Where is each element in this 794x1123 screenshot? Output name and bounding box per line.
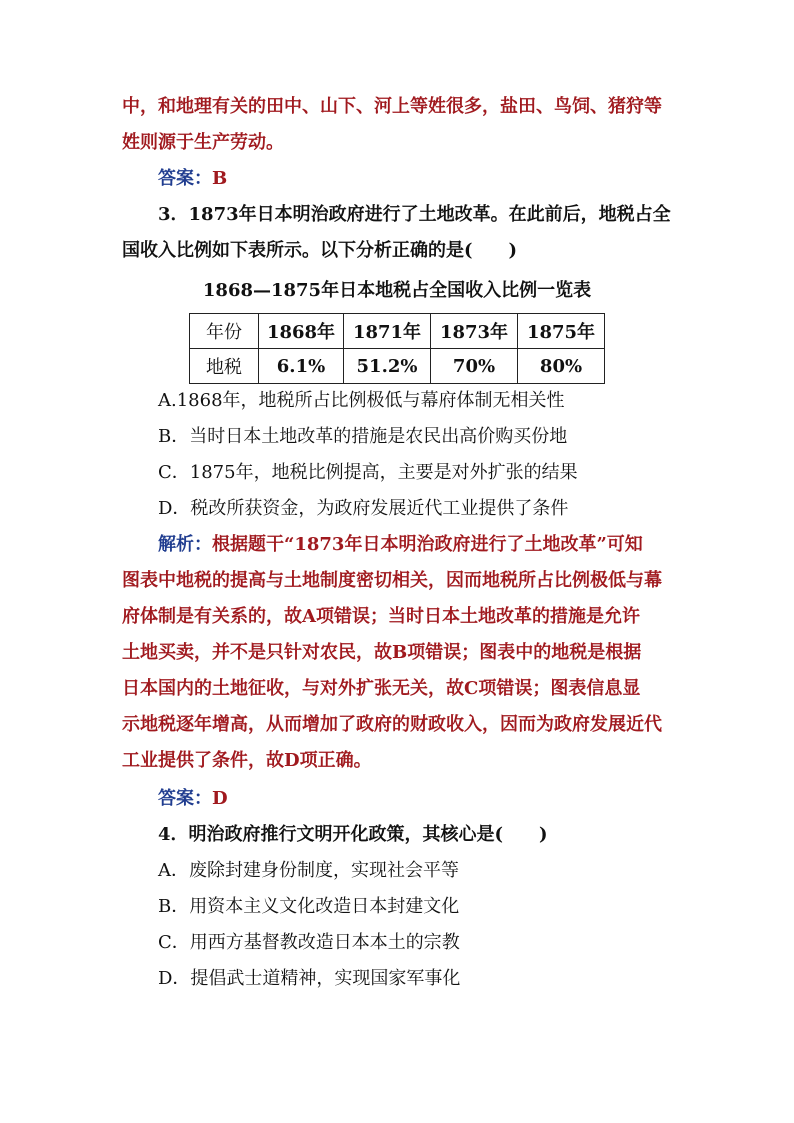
question-4-option-d: D．提倡武士道精神，实现国家军事化 <box>158 968 461 989</box>
analysis-line-1 <box>158 533 718 557</box>
table-cell: 年份 <box>190 314 259 349</box>
question-3-stem-line-1: 3．1873年日本明治政府进行了土地改革。在此前后，地税占全 <box>158 204 671 225</box>
table-cell: 80% <box>518 349 605 384</box>
answer-value: D <box>212 788 228 809</box>
answer-label: 答案： <box>158 788 212 809</box>
answer-2 <box>158 167 718 191</box>
analysis-line-2: 图表中地税的提高与土地制度密切相关，因而地税所占比例极低与幕 <box>122 570 662 591</box>
question-4-option-a: A．废除封建身份制度，实现社会平等 <box>158 860 459 881</box>
analysis-line-5: 日本国内的土地征收，与对外扩张无关，故C项错误；图表信息显 <box>122 678 641 699</box>
table-cell: 6.1% <box>259 349 344 384</box>
analysis-line-4: 土地买卖，并不是只针对农民，故B项错误；图表中的地税是根据 <box>122 642 642 663</box>
table-cell: 地税 <box>190 349 259 384</box>
analysis-label: 解析： <box>158 534 212 555</box>
prev-analysis-line-1: 中，和地理有关的田中、山下、河上等姓很多，盐田、鸟饲、猪狩等 <box>122 96 662 117</box>
question-4-option-c: C．用西方基督教改造日本本土的宗教 <box>158 932 460 953</box>
question-3-option-c: C．1875年，地税比例提高，主要是对外扩张的结果 <box>158 462 578 483</box>
question-3-option-b: B．当时日本土地改革的措施是农民出高价购买份地 <box>158 426 568 447</box>
question-4-option-b: B．用资本主义文化改造日本封建文化 <box>158 896 460 917</box>
land-tax-table <box>189 313 605 384</box>
table-caption: 1868—1875年日本地税占全国收入比例一览表 <box>202 280 592 301</box>
table-header-row <box>190 314 605 349</box>
question-3-option-a: A.1868年，地税所占比例极低与幕府体制无相关性 <box>158 390 565 411</box>
analysis-line-3: 府体制是有关系的，故A项错误；当时日本土地改革的措施是允许 <box>122 606 640 627</box>
table-cell: 1871年 <box>344 314 431 349</box>
question-3-stem-line-2: 国收入比例如下表所示。以下分析正确的是( ) <box>122 240 518 261</box>
answer-label: 答案： <box>158 168 212 189</box>
analysis-text: 根据题干“1873年日本明治政府进行了土地改革”可知 <box>212 534 643 555</box>
table-cell: 1875年 <box>518 314 605 349</box>
question-4-stem: 4．明治政府推行文明开化政策，其核心是( ) <box>158 824 548 845</box>
prev-analysis-line-2: 姓则源于生产劳动。 <box>122 132 284 153</box>
table-cell: 51.2% <box>344 349 431 384</box>
answer-value: B <box>212 168 228 189</box>
table-cell: 1873年 <box>431 314 518 349</box>
analysis-line-7: 工业提供了条件，故D项正确。 <box>122 750 372 771</box>
answer-3 <box>158 787 718 811</box>
table-row <box>190 349 605 384</box>
analysis-line-6: 示地税逐年增高，从而增加了政府的财政收入，因而为政府发展近代 <box>122 714 662 735</box>
question-3-option-d: D．税改所获资金，为政府发展近代工业提供了条件 <box>158 498 569 519</box>
table-cell: 1868年 <box>259 314 344 349</box>
table-cell: 70% <box>431 349 518 384</box>
